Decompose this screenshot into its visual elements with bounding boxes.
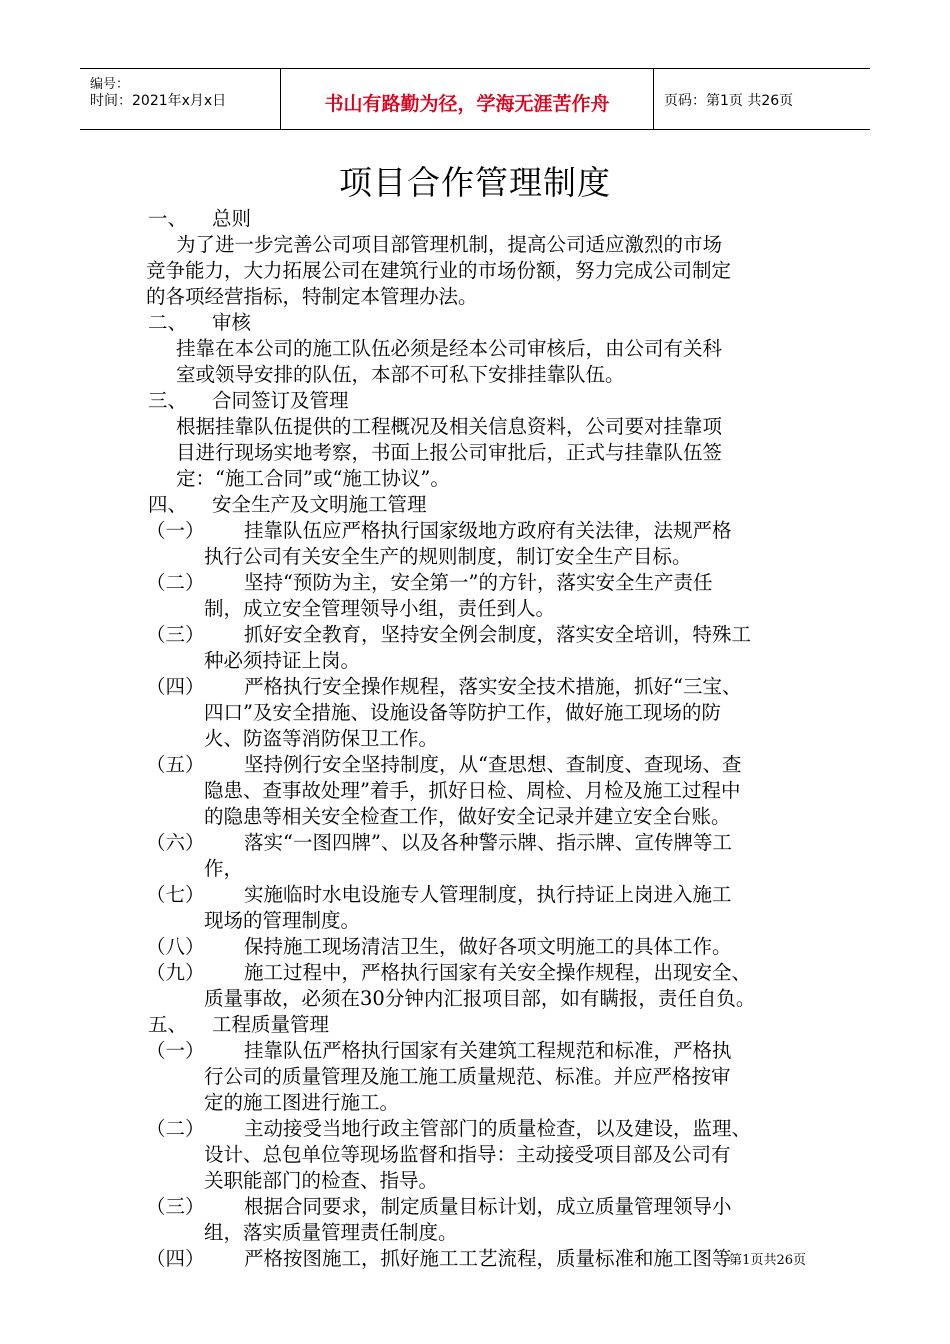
paragraph-line: 定：“施工合同”或“施工协议”。	[176, 467, 450, 490]
page-title: 项目合作管理制度	[339, 163, 611, 202]
section-heading: 审核	[212, 311, 252, 334]
paragraph-line: 室或领导安排的队伍，本部不可私下安排挂靠队伍。	[176, 363, 625, 386]
paragraph-line: 目进行现场实地考察，书面上报公司审批后，正式与挂靠队伍签	[176, 441, 723, 464]
item-line: 坚持例行安全坚持制度，从“查思想、查制度、查现场、查	[244, 753, 742, 776]
item-line: 火、防盗等消防保卫工作。	[204, 727, 439, 750]
date-line: 时间：2021年x月x日	[90, 93, 227, 109]
paragraph-line: 挂靠在本公司的施工队伍必须是经本公司审核后，由公司有关科	[176, 337, 723, 360]
item-line: 挂靠队伍严格执行国家有关建筑工程规范和标准，严格执	[244, 1039, 732, 1062]
item-line: 根据合同要求，制定质量目标计划，成立质量管理领导小	[244, 1195, 732, 1218]
header-table	[80, 68, 870, 130]
item-line: 质量事故，必须在30分钟内汇报项目部，如有瞒报，责任自负。	[204, 987, 756, 1010]
section-number: 一、	[148, 207, 188, 230]
item-line: 定的施工图进行施工。	[204, 1091, 400, 1114]
paragraph-line: 竞争能力，大力拓展公司在建筑行业的市场份额，努力完成公司制定	[146, 259, 732, 282]
item-line: 抓好安全教育，坚持安全例会制度，落实安全培训，特殊工	[244, 623, 752, 646]
section-heading: 总则	[212, 207, 252, 230]
section-number: 三、	[148, 389, 188, 412]
item-number: （三）	[146, 623, 205, 646]
item-line: 落实“一图四牌”、以及各种警示牌、指示牌、宣传牌等工	[244, 831, 732, 854]
paragraph-line: 为了进一步完善公司项目部管理机制，提高公司适应激烈的市场	[176, 233, 723, 256]
item-line: 保持施工现场清洁卫生，做好各项文明施工的具体工作。	[244, 935, 732, 958]
paragraph-line: 根据挂靠队伍提供的工程概况及相关信息资料，公司要对挂靠项	[176, 415, 723, 438]
item-line: 行公司的质量管理及施工施工质量规范、标准。并应严格按审	[204, 1065, 731, 1088]
item-line: 种必须持证上岗。	[204, 649, 361, 672]
item-number: （五）	[146, 753, 205, 776]
page-info: 页码：第1页 共26页	[664, 93, 794, 109]
header-meta-cell	[80, 69, 281, 129]
item-line: 作，	[204, 857, 244, 880]
item-line: 施工过程中，严格执行国家有关安全操作规程，出现安全、	[244, 961, 752, 984]
item-line: 现场的管理制度。	[204, 909, 361, 932]
item-number: （七）	[146, 883, 205, 906]
item-number: （八）	[146, 935, 205, 958]
item-line: 实施临时水电设施专人管理制度，执行持证上岗进入施工	[244, 883, 732, 906]
item-number: （六）	[146, 831, 205, 854]
serial-label: 编号：	[90, 77, 130, 92]
motto: 书山有路勤为径，学海无涯苦作舟	[324, 93, 610, 115]
header-motto-cell	[281, 69, 654, 129]
item-number: （三）	[146, 1195, 205, 1218]
item-line: 组，落实质量管理责任制度。	[204, 1221, 458, 1244]
item-line: 主动接受当地行政主管部门的质量检查，以及建设，监理、	[244, 1117, 752, 1140]
item-line: 制，成立安全管理领导小组，责任到人。	[204, 597, 556, 620]
item-line: 关职能部门的检查、指导。	[204, 1169, 439, 1192]
header-page-cell	[654, 69, 870, 129]
section-number: 二、	[148, 311, 188, 334]
item-line: 执行公司有关安全生产的规则制度，制订安全生产目标。	[204, 545, 692, 568]
section-number: 五、	[148, 1013, 188, 1036]
item-line: 严格按图施工，抓好施工工艺流程，质量标准和施工图等	[244, 1247, 732, 1270]
item-number: （一）	[146, 519, 205, 542]
item-number: （四）	[146, 1247, 205, 1270]
section-heading: 合同签订及管理	[212, 389, 349, 412]
item-line: 严格执行安全操作规程，落实安全技术措施，抓好“三宝、	[244, 675, 742, 698]
item-number: （二）	[146, 571, 205, 594]
section-heading: 安全生产及文明施工管理	[212, 493, 427, 516]
item-line: 设计、总包单位等现场监督和指导：主动接受项目部及公司有	[204, 1143, 731, 1166]
item-line: 挂靠队伍应严格执行国家级地方政府有关法律，法规严格	[244, 519, 732, 542]
item-number: （四）	[146, 675, 205, 698]
page-footer: 第1页共26页	[729, 1253, 806, 1268]
section-heading: 工程质量管理	[212, 1013, 330, 1036]
paragraph-line: 的各项经营指标，特制定本管理办法。	[146, 285, 478, 308]
item-line: 四口”及安全措施、设施设备等防护工作，做好施工现场的防	[204, 701, 721, 724]
item-number: （二）	[146, 1117, 205, 1140]
section-number: 四、	[148, 493, 188, 516]
item-line: 隐患、查事故处理”着手，抓好日检、周检、月检及施工过程中	[204, 779, 741, 802]
item-number: （一）	[146, 1039, 205, 1062]
item-line: 坚持“预防为主，安全第一”的方针，落实安全生产责任	[244, 571, 713, 594]
item-number: （九）	[146, 961, 205, 984]
item-line: 的隐患等相关安全检查工作，做好安全记录并建立安全台账。	[204, 805, 731, 828]
